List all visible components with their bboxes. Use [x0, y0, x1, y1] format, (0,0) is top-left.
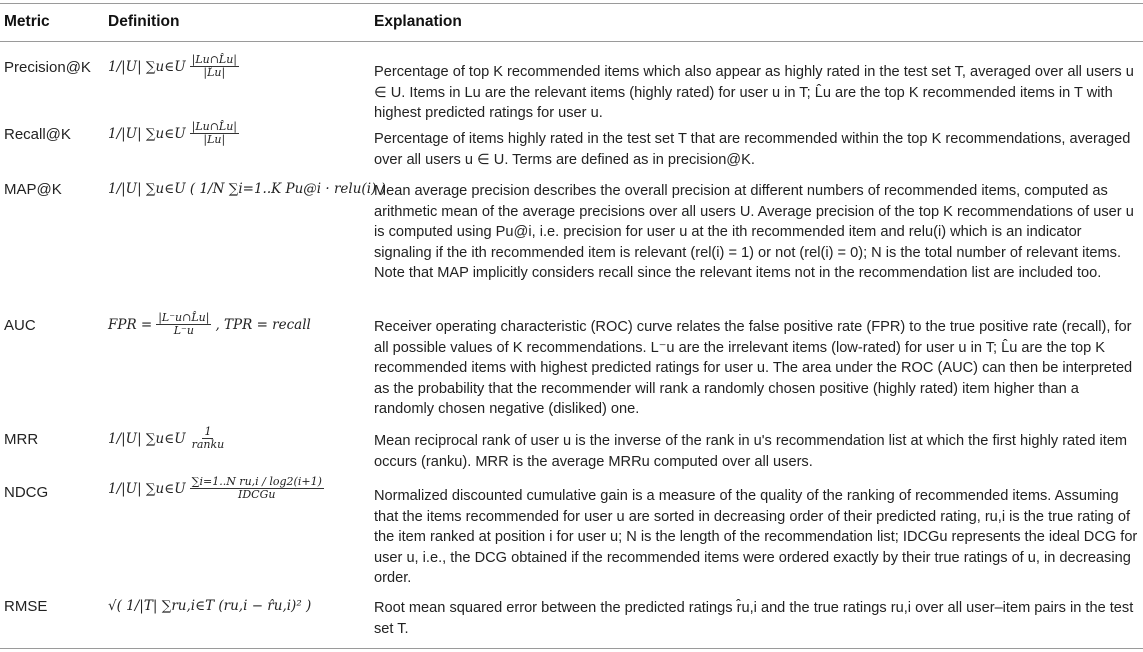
formula-prefix: 1/|U| ∑u∈U [108, 125, 186, 142]
header-metric: Metric [4, 13, 50, 30]
table-top-rule [0, 3, 1143, 4]
metric-formula [108, 54, 239, 79]
metric-formula [108, 476, 324, 501]
metric-explanation: Receiver operating characteristic (ROC) curve relates the false positive rate (FPR) to the true positive rate (recall), for all possible values of K recommendations. L⁻u are the irrelevant items (low-rated) for user u in T; L̂u are the top K recommended items with highest predicted ratings for user u. The area under the ROC (AUC) can then be interpreted as the probability that the recommender will rank a randomly chosen positive (highly rated) item higher than a randomly chosen negative (disliked) one. [374, 319, 1133, 418]
formula-fraction [190, 121, 239, 146]
formula-fraction [190, 54, 239, 79]
formula-denominator: |Lu| [203, 133, 226, 146]
formula-numerator: |L⁻u∩L̂u| [158, 311, 210, 324]
formula-numerator: ∑i=1..N ru,i / log2(i+1) [191, 475, 322, 488]
metric-name: MRR [4, 431, 39, 448]
formula-prefix: 1/|U| ∑u∈U [108, 58, 186, 75]
formula-denominator: L⁻u [173, 324, 194, 337]
formula-prefix: 1/|U| ∑u∈U [108, 480, 186, 497]
metric-explanation: Mean average precision describes the overall precision at different numbers of recommended items, computed as arithmetic mean of the average precisions over all users U. Average precision of the top K recommendations of user u is computed using Pu@i, i.e. precision for user u at the ith recommended item and relu(i) which is an indicator signaling if the ith recommended item is relevant (rel(i) = 1) or not (rel(i) = 0); N is the total number of relevant items. Note that MAP implicitly considers recall since the relevant items not in the recommendation list are included too. [374, 183, 1134, 282]
formula-numerator: |Lu∩L̂u| [191, 120, 238, 133]
metric-explanation: Normalized discounted cumulative gain is a measure of the quality of the ranking of recommended items. Assuming that the items recommended for user u are sorted in decreasing order of their predicted rating, ru,i is the true rating of the item ranked at position i for user u; N is the length of the recommendation list; IDCGu represents the ideal DCG for user u, i.e., the DCG obtained if the recommended items were ordered exactly by their true ratings of u, in decreasing order. [374, 488, 1138, 587]
header-explanation: Explanation [374, 13, 462, 30]
metric-explanation: Percentage of top K recommended items which also appear as highly rated in the test set T, averaged over all users u ∈ U. Items in Lu are the relevant items (highly rated) for user u in T; L̂u are the top K recommended items in T with highest predicted ratings for user u. [374, 64, 1134, 122]
metric-formula: 1/|U| ∑u∈U ( 1/N ∑i=1..K Pu@i · relu(i) ) [108, 181, 386, 197]
formula-numerator: |Lu∩L̂u| [191, 53, 238, 66]
header-definition: Definition [108, 13, 180, 30]
metric-name: RMSE [4, 598, 48, 615]
formula-denominator: IDCGu [238, 488, 276, 501]
header-rule [0, 41, 1143, 42]
metric-explanation: Percentage of items highly rated in the test set T that are recommended within the top K recommendations, averaged over all users u ∈ U. Terms are defined as in precision@K. [374, 131, 1131, 168]
formula-fraction [156, 312, 211, 337]
formula-denominator: |L̂u| [203, 66, 226, 79]
formula-prefix: 1/|U| ∑u∈U [108, 430, 186, 447]
formula-suffix: , TPR = recall [215, 316, 311, 333]
metric-name: NDCG [4, 484, 49, 501]
metric-name: Precision@K [4, 59, 91, 76]
metric-name: AUC [4, 317, 36, 334]
metric-name: MAP@K [4, 181, 62, 198]
metric-explanation: Mean reciprocal rank of user u is the inverse of the rank in u's recommendation list at which the first highly rated item occurs (ranku). MRR is the average MRRu computed over all users. [374, 433, 1128, 470]
metric-formula [108, 426, 226, 451]
metric-formula [108, 312, 311, 337]
table-bottom-rule [0, 648, 1143, 649]
formula-denominator: ranku [191, 438, 225, 451]
metric-formula [108, 121, 239, 146]
formula-fraction [190, 476, 324, 501]
formula-fraction [190, 426, 227, 451]
metric-name: Recall@K [4, 126, 71, 143]
formula-numerator: 1 [204, 425, 212, 438]
metric-formula: √( 1/|T| ∑ru,i∈T (ru,i − r̂u,i)² ) [108, 598, 312, 614]
metric-explanation: Root mean squared error between the predicted ratings r̂u,i and the true ratings ru,i over all user–item pairs in the test set T. [374, 600, 1134, 637]
formula-prefix: FPR = [108, 316, 153, 333]
